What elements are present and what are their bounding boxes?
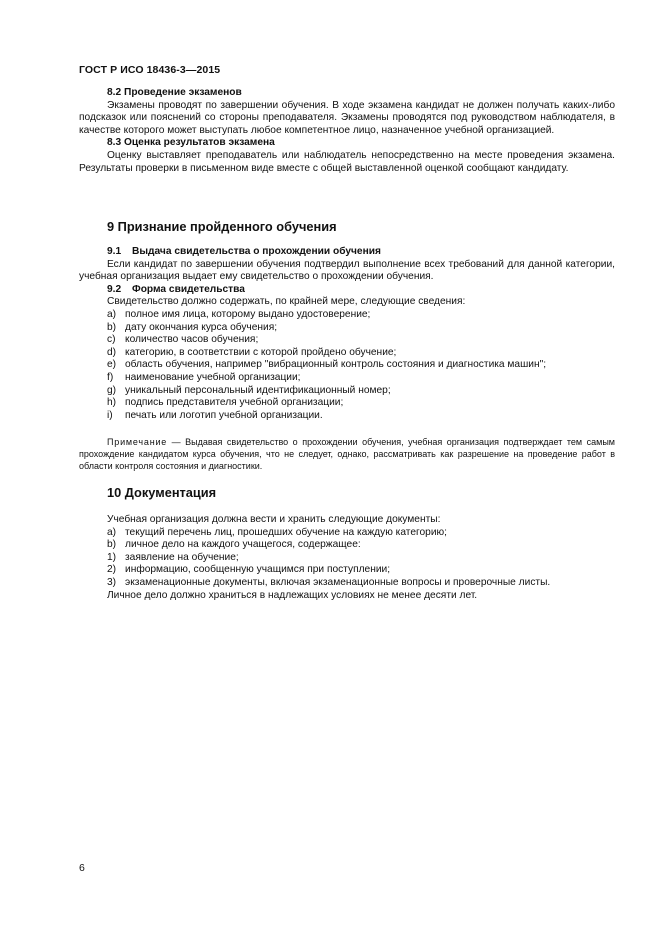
list-text: заявление на обучение; [125, 551, 239, 563]
list-marker: b) [107, 539, 117, 551]
list-text: экзаменационные документы, включая экзаменационные вопросы и проверочные листы. [125, 576, 551, 588]
note-label: Примечание [107, 437, 168, 447]
list-item [79, 577, 615, 590]
list-text: область обучения, например "вибрационный контроль состояния и диагностика машин"; [125, 359, 547, 371]
section-9-1-title [79, 246, 615, 259]
list-marker: 1) [107, 551, 117, 563]
list-marker: 3) [107, 576, 117, 588]
note-paragraph [79, 436, 615, 472]
list-item [79, 334, 615, 347]
list-text: подпись представителя учебной организации; [125, 397, 344, 409]
list-text: печать или логотип учебной организации. [125, 409, 323, 421]
list-item [79, 359, 615, 372]
section-10-block [79, 514, 615, 602]
section-8-2-paragraph: Экзамены проводят по завершении обучения. В ходе экзамена кандидат не должен получать каких-либо подсказок или пояснений со стороны преподавателя. Экзамены проводятся под руководством наблюдателя, в качестве которого может выступать любое компетентное лицо, назначенное учебной организацией. [79, 99, 615, 136]
list-text: категорию, в соответствии с которой пройдено обучение; [125, 346, 397, 358]
list-item [79, 372, 615, 385]
section-9-2-title [79, 284, 615, 297]
list-text: текущий перечень лиц, прошедших обучение на каждую категорию; [125, 526, 447, 538]
section-8-3-paragraph: Оценку выставляет преподаватель или наблюдатель непосредственно на месте проведения экзамена. Результаты проверки в письменном виде вместе с общей выставленной оценкой сообщают кандидату. [79, 149, 615, 174]
list-marker: e) [107, 359, 117, 371]
list-marker: d) [107, 346, 117, 358]
list-text: наименование учебной организации; [125, 371, 301, 383]
list-marker: g) [107, 384, 117, 396]
list-text: информацию, сообщенную учащимся при поступлении; [125, 564, 391, 576]
list-marker: c) [107, 334, 116, 346]
list-item [79, 309, 615, 322]
list-item [79, 397, 615, 410]
list-text: дату окончания курса обучения; [125, 321, 278, 333]
section-9-2-title-text: Форма свидетельства [132, 283, 245, 295]
list-marker: b) [107, 321, 117, 333]
list-item [79, 322, 615, 335]
document-header: ГОСТ Р ИСО 18436-3—2015 [79, 64, 221, 76]
list-text: количество часов обучения; [125, 334, 259, 346]
section-9-1-title-text: Выдача свидетельства о прохождении обучения [132, 246, 381, 257]
list-text: уникальный персональный идентификационный номер; [125, 384, 391, 396]
list-item [79, 552, 615, 565]
section-9-2-number: 9.2 [107, 283, 122, 295]
list-marker: 2) [107, 564, 117, 576]
list-item [79, 527, 615, 540]
note-text: Выдавая свидетельство о прохождении обучения, учебная организация подтверждает тем самым прохождение кандидатом курса обучения, что не следует, однако, рассматривать как разрешение на проведение работ в области контроля состояния и диагностики. [79, 437, 615, 471]
list-marker: h) [107, 397, 117, 409]
list-item [79, 347, 615, 360]
list-marker: i) [107, 409, 113, 421]
note-block [79, 436, 615, 472]
list-marker: f) [107, 371, 114, 383]
section-10-closing: Личное дело должно храниться в надлежащих условиях не менее десяти лет. [107, 589, 478, 601]
list-text: личное дело на каждого учащегося, содержащее: [125, 539, 361, 551]
section-9-2-intro: Свидетельство должно содержать, по крайней мере, следующие сведения: [107, 296, 466, 308]
section-8-3-title: 8.3 Оценка результатов экзамена [107, 137, 275, 149]
list-item [79, 410, 615, 423]
section-10-heading: 10 Документация [107, 485, 217, 500]
list-marker: a) [107, 308, 117, 320]
section-9-heading: 9 Признание пройденного обучения [107, 219, 337, 234]
section-8-2-title: 8.2 Проведение экзаменов [107, 87, 242, 98]
note-dash: — [171, 437, 181, 447]
list-item [79, 564, 615, 577]
list-marker: a) [107, 526, 117, 538]
page-number: 6 [79, 862, 85, 874]
list-item [79, 539, 615, 552]
section-9-1-number: 9.1 [107, 246, 122, 257]
section-8-block [79, 87, 615, 175]
list-text: полное имя лица, которому выдано удостоверение; [125, 308, 371, 320]
section-10-intro: Учебная организация должна вести и хранить следующие документы: [107, 514, 441, 525]
section-9-block [79, 246, 615, 422]
section-9-1-paragraph: Если кандидат по завершении обучения подтвердил выполнение всех требований для данной категории, учебная организация выдает ему свидетельство о прохождении обучения. [79, 258, 615, 283]
list-item [79, 385, 615, 398]
